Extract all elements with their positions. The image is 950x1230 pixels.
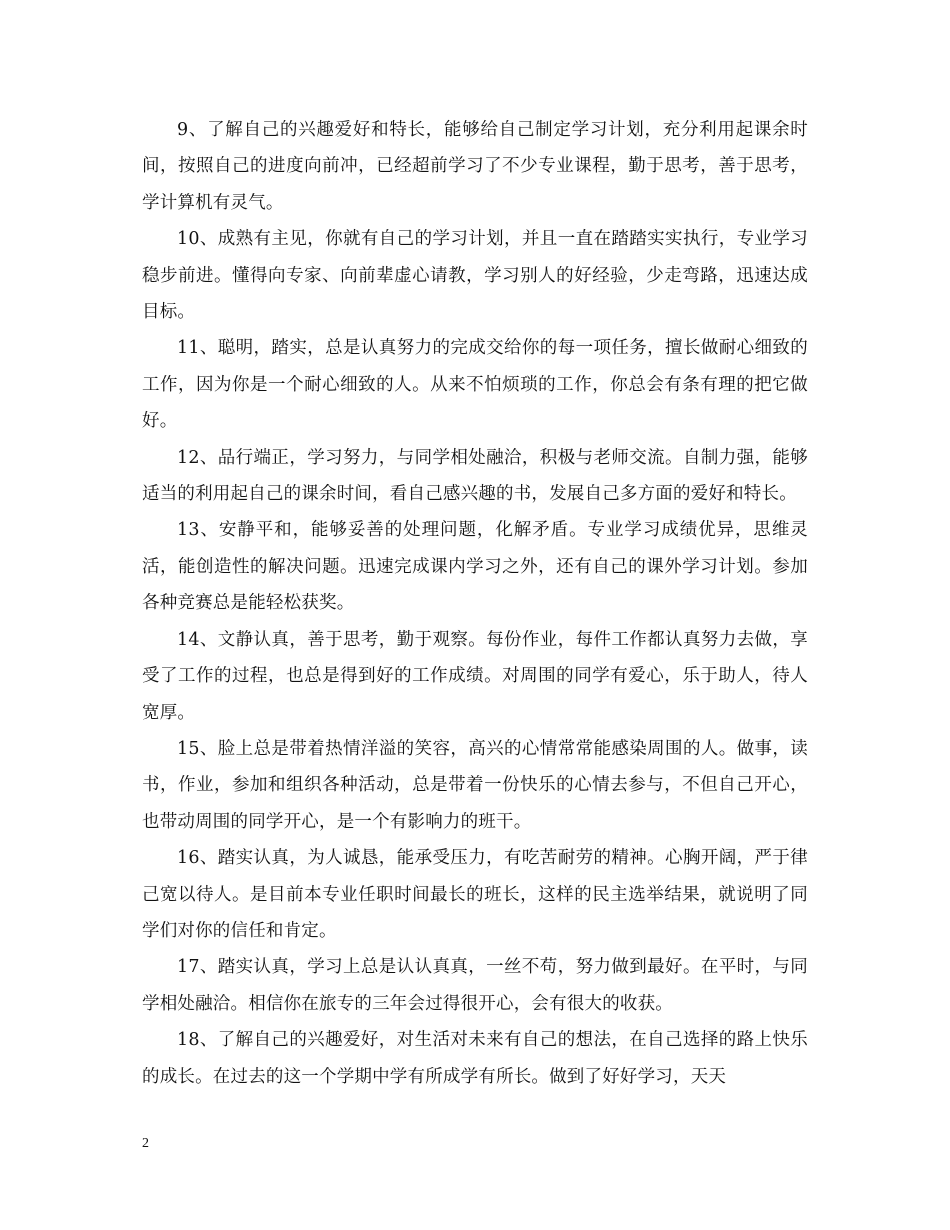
- paragraph-13: 13、安静平和，能够妥善的处理问题，化解矛盾。专业学习成绩优异，思维灵活，能创造性的解决问题。迅速完成课内学习之外，还有自己的课外学习计划。参加各种竞赛总是能轻松获奖。: [142, 520, 808, 614]
- document-body: [142, 112, 808, 1095]
- paragraph-17: 17、踏实认真，学习上总是认认真真，一丝不苟，努力做到最好。在平时，与同学相处融洽。相信你在旅专的三年会过得很开心，会有很大的收获。: [142, 957, 808, 1014]
- paragraph-16: 16、踏实认真，为人诚恳，能承受压力，有吃苦耐劳的精神。心胸开阔，严于律己宽以待人。是目前本专业任职时间最长的班长，这样的民主选举结果，就说明了同学们对你的信任和肯定。: [142, 848, 808, 941]
- paragraph-10: 10、成熟有主见，你就有自己的学习计划，并且一直在踏踏实实执行，专业学习稳步前进。懂得向专家、向前辈虚心请教，学习别人的好经验，少走弯路，迅速达成目标。: [142, 229, 808, 323]
- paragraph-9: 9、了解自己的兴趣爱好和特长，能够给自己制定学习计划，充分利用起课余时间，按照自己的进度向前冲，已经超前学习了不少专业课程，勤于思考，善于思考，学计算机有灵气。: [142, 120, 808, 213]
- paragraph-14: 14、文静认真，善于思考，勤于观察。每份作业，每件工作都认真努力去做，享受了工作的过程，也总是得到好的工作成绩。对周围的同学有爱心，乐于助人，待人宽厚。: [142, 629, 808, 723]
- paragraph-18: 18、了解自己的兴趣爱好，对生活对未来有自己的想法，在自己选择的路上快乐的成长。在过去的这一个学期中学有所成学有所长。做到了好好学习，天天: [142, 1030, 808, 1087]
- paragraph-11: 11、聪明，踏实，总是认真努力的完成交给你的每一项任务，擅长做耐心细致的工作，因为你是一个耐心细致的人。从来不怕烦琐的工作，你总会有条有理的把它做好。: [142, 338, 808, 432]
- page-number: 2: [142, 1136, 149, 1151]
- paragraph-12: 12、品行端正，学习努力，与同学相处融洽，积极与老师交流。自制力强，能够适当的利用起自己的课余时间，看自己感兴趣的书，发展自己多方面的爱好和特长。: [142, 447, 808, 505]
- paragraph-15: 15、脸上总是带着热情洋溢的笑容，高兴的心情常常能感染周围的人。做事，读书，作业，参加和组织各种活动，总是带着一份快乐的心情去参与，不但自己开心，也带动周围的同学开心，是一个有影响力的班干。: [142, 738, 808, 832]
